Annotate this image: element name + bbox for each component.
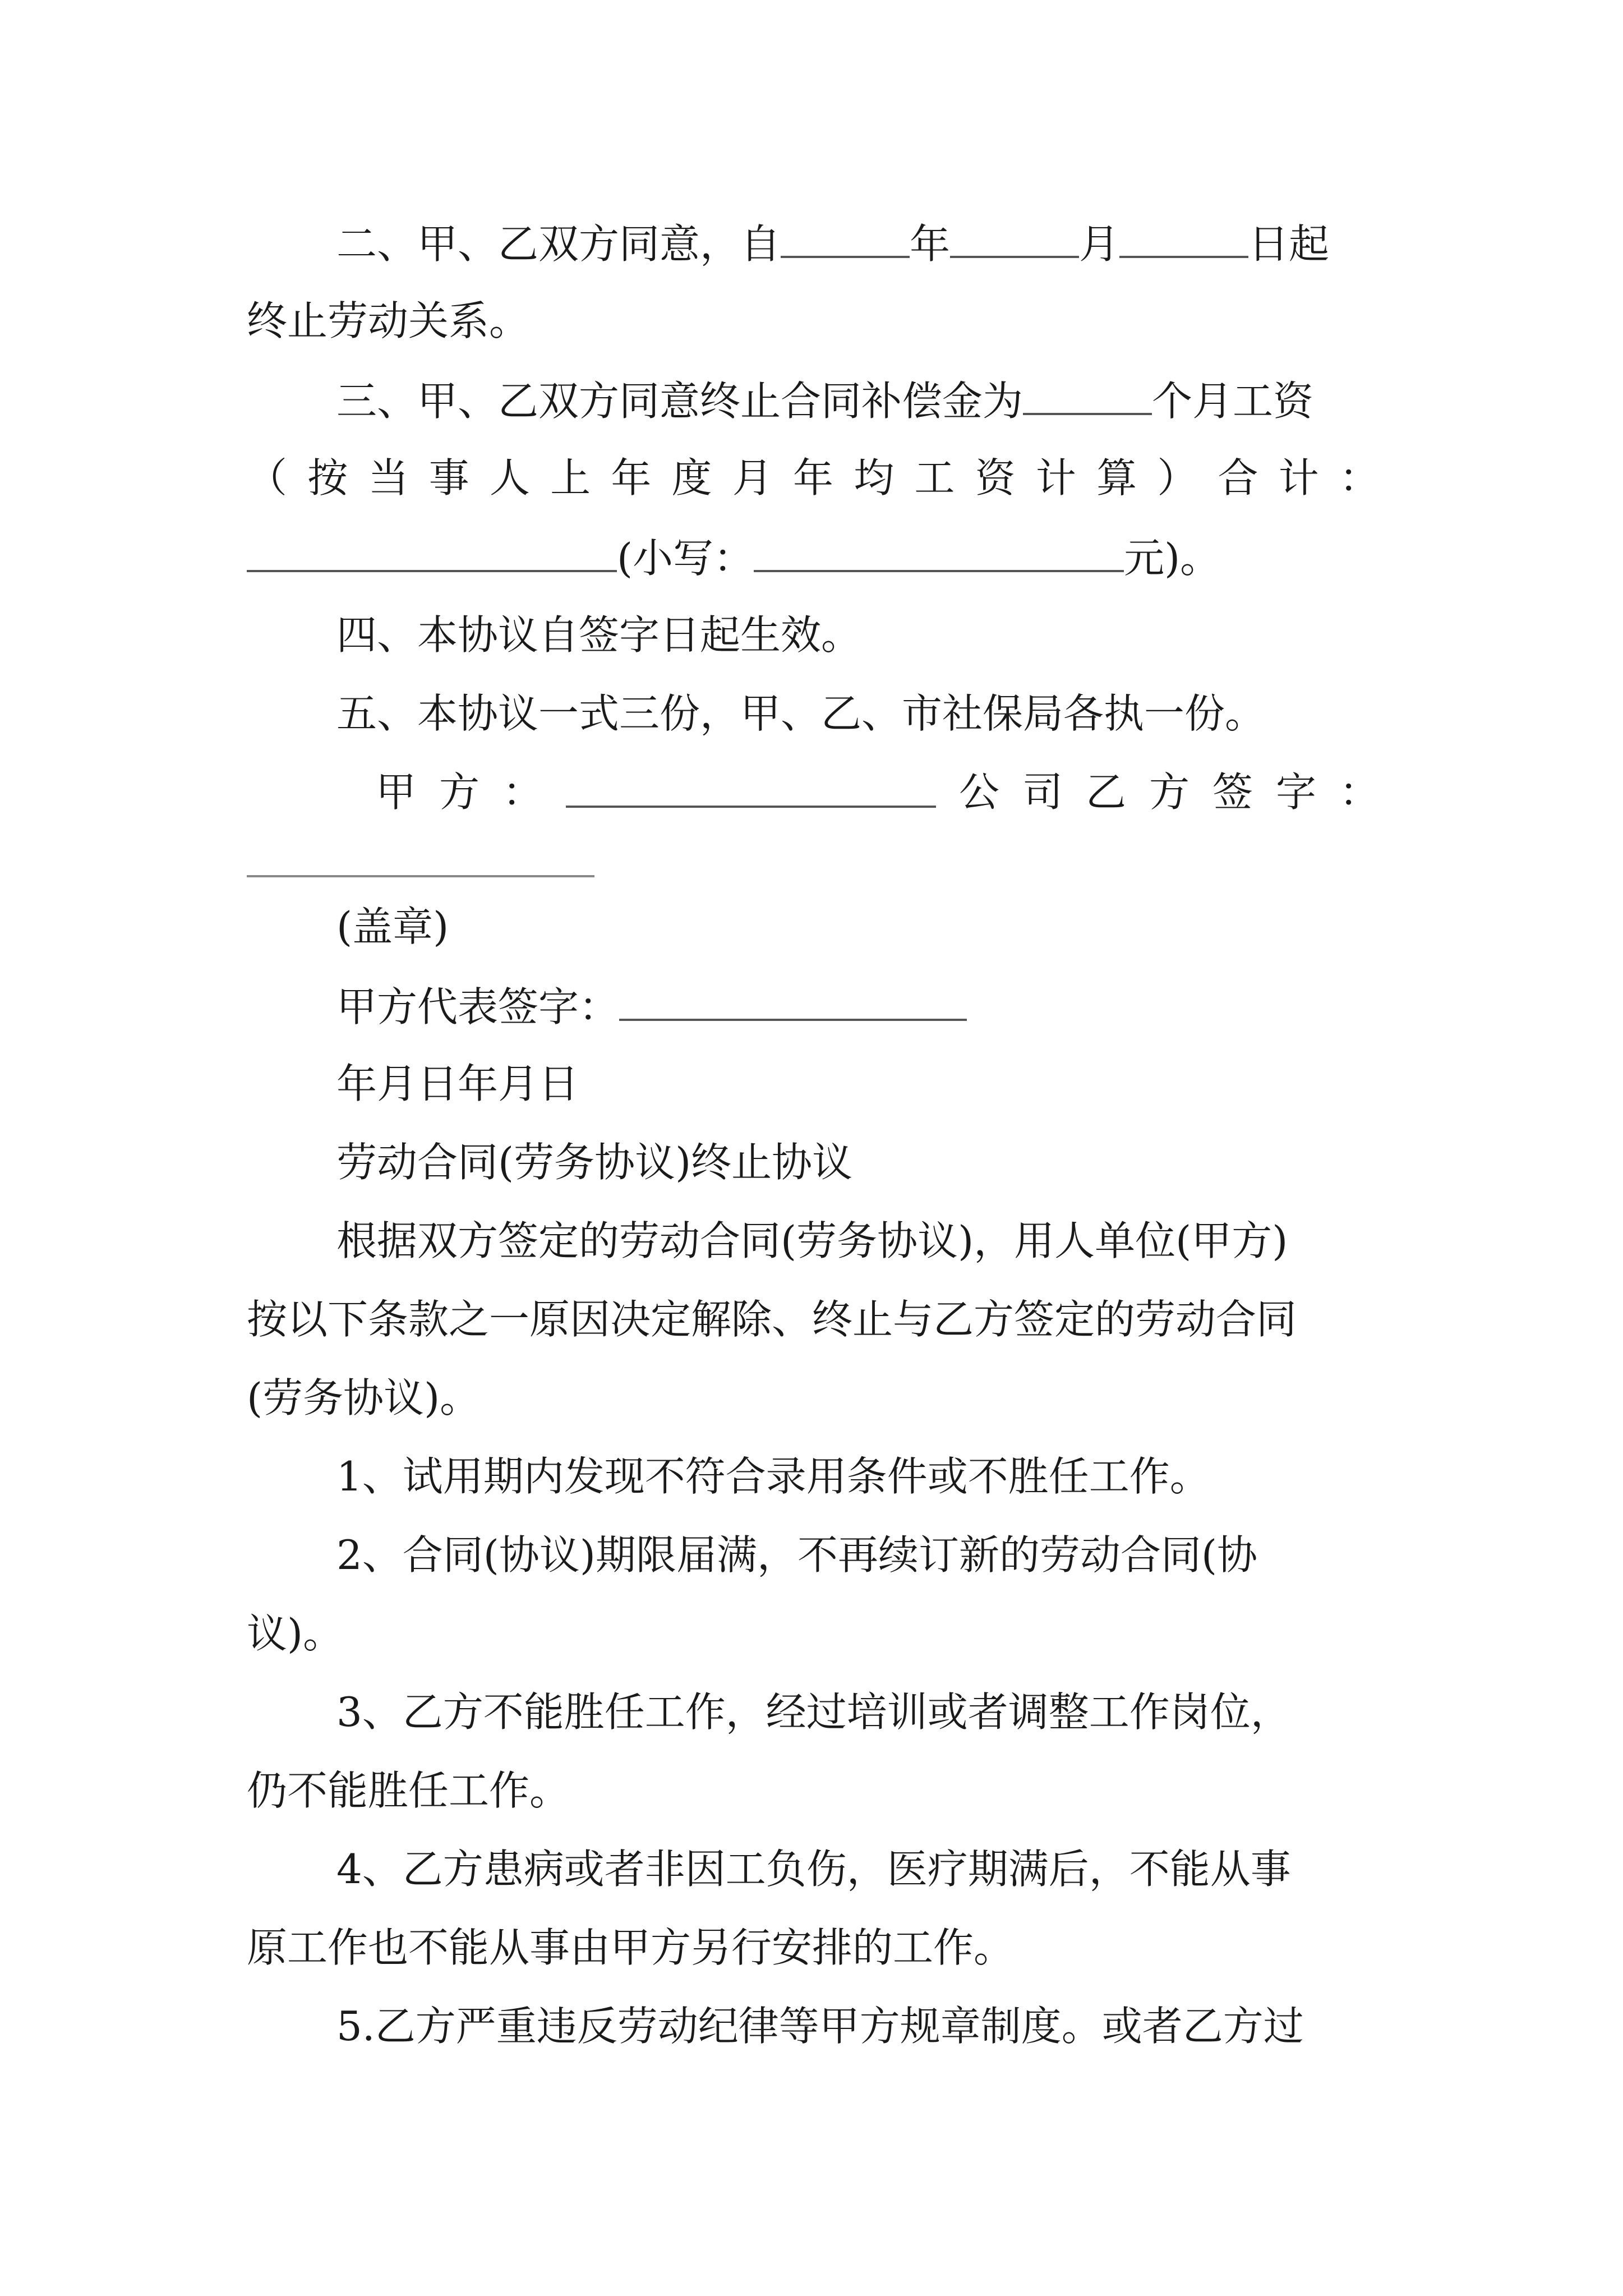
clause-2-line-2: 终止劳动关系。 [247,297,530,344]
month-blank [950,209,1079,258]
char: 算 [1096,454,1137,501]
char: 事 [428,454,469,501]
intro-line-3: (劳务协议)。 [247,1374,481,1421]
party-a-blank [566,758,936,808]
signature-line [376,758,1380,826]
months-wage-label: 个月工资 [1152,378,1314,425]
char: 年 [792,454,833,501]
item-5-line-1: 5.乙方严重违反劳动纪律等甲方规章制度。或者乙方过 [336,2003,1304,2050]
clause-4: 四、本协议自签字日起生效。 [336,611,862,659]
year-label: 年 [910,220,951,268]
item-3-line-2: 仍不能胜任工作。 [247,1767,570,1814]
char: （ [247,454,288,501]
small-label: (小写： [617,535,754,582]
char: 甲 [376,769,417,816]
char: ： [1339,454,1380,501]
seal-label: (盖章) [336,903,449,950]
date-line: 年月日年月日 [336,1060,579,1107]
char: 工 [914,454,955,501]
char: ： [502,769,543,816]
char: 方 [439,769,480,816]
char: 当 [368,454,409,501]
char: 方 [1149,769,1189,816]
day-label: 日起 [1248,220,1330,268]
months-blank [1023,366,1152,415]
rep-sign-blank [619,972,967,1021]
clause-3-line-1 [0,366,1623,433]
char: 月 [732,454,773,501]
char: ） [1157,454,1198,501]
total-amount-blank [247,523,617,572]
small-amount-blank [754,523,1124,572]
yuan-label: 元)。 [1124,535,1221,582]
rep-sign-label: 甲方代表签字： [336,983,620,1030]
char: 签 [1212,769,1253,816]
item-4-line-2: 原工作也不能从事由甲方另行安排的工作。 [247,1924,1015,1971]
clause-2-text: 二、甲、乙双方同意，自 [336,220,781,268]
char: 资 [975,454,1016,501]
clause-3-line-2 [247,444,1380,512]
char: 人 [489,454,530,501]
item-2-line-2: 议)。 [247,1610,344,1657]
item-2-line-1: 2、合同(协议)期限届满，不再续订新的劳动合同(协 [336,1531,1258,1579]
intro-line-2: 按以下条款之一原因决定解除、终止与乙方签定的劳动合同 [247,1296,1297,1343]
item-3-line-1: 3、乙方不能胜任工作，经过培训或者调整工作岗位， [336,1688,1291,1736]
char: 字 [1275,769,1316,816]
day-blank [1119,209,1248,258]
clause-5: 五、本协议一式三份，甲、乙、市社保局各执一份。 [336,690,1266,737]
clause-3-text: 三、甲、乙双方同意终止合同补偿金为 [336,378,1023,425]
char: 计 [1035,454,1076,501]
char: 公 [958,769,999,816]
year-blank [781,209,910,258]
clause-3-line-3 [0,523,1623,590]
char: 上 [550,454,591,501]
char: 计 [1278,454,1319,501]
party-b-sign-blank [247,875,594,877]
clause-2-line-1 [0,209,1623,276]
termination-title: 劳动合同(劳务协议)终止协议 [336,1139,853,1186]
rep-sign-line [0,972,1623,1039]
char: ： [1339,769,1380,816]
char: 司 [1022,769,1063,816]
char: 按 [307,454,348,501]
char: 年 [611,454,652,501]
month-label: 月 [1079,220,1120,268]
item-4-line-1: 4、乙方患病或者非因工负伤，医疗期满后，不能从事 [336,1846,1291,1893]
intro-line-1: 根据双方签定的劳动合同(劳务协议)，用人单位(甲方) [336,1217,1288,1264]
char: 度 [671,454,712,501]
char: 合 [1218,454,1258,501]
char: 均 [854,454,895,501]
item-1: 1、试用期内发现不符合录用条件或不胜任工作。 [336,1453,1210,1500]
char: 乙 [1085,769,1126,816]
